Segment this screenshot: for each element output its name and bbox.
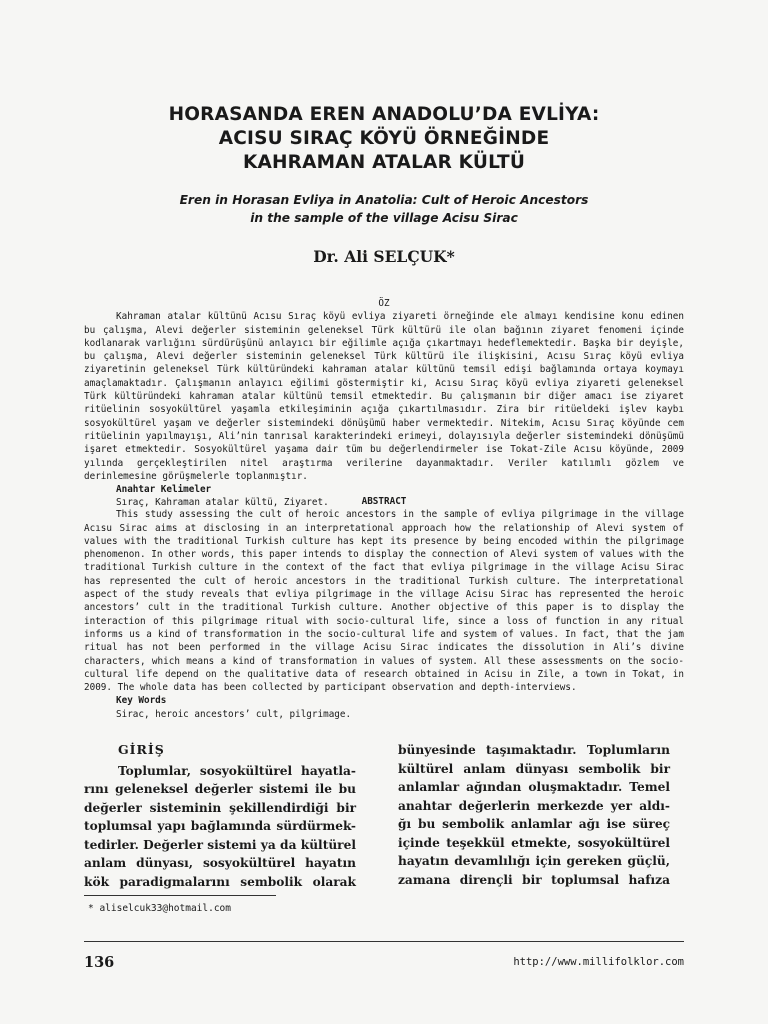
english-abstract (84, 495, 684, 721)
body-line: anahtar değerlerin merkezde yer aldı- (398, 798, 670, 813)
body-line: içinde teşekkül etmekte, sosyokültürel (398, 835, 670, 850)
body-column-right (398, 741, 670, 889)
body-line: kültürel anlam dünyası sembolik bir (398, 761, 670, 776)
body-column-left (84, 741, 356, 891)
abstract-text: This study assessing the cult of heroic ancestors in the sample of evliya pilgrimage in the village Acısu Sirac aims at disclosing in an interpretational approach how the relationship of Alevi system of values with the traditional Turkish culture has kept its presence by being encoded within the pilgrimage phenomenon. In other words, this paper intends to display the connection of Alevi system of values with the traditional Turkish culture in the context of the fact that evliya pilgrimage in the village Acisu Sirac has represented the cult of heroic ancestors in the traditional Turkish culture. The interpretational aspect of the study reveals that evliya pilgrimage in the village Acisu Sirac has represented the heroic ancestors’ cult in the traditional Turkish culture. Another objective of this paper is to display the interaction of this pilgrimage ritual with socio-cultural life, since a loss of function in any ritual informs us a kind of transformation in the socio-cultural life and system of values. In fact, that the jam ritual has not been performed in the village Acisu Sirac indicates the dissolution in Ali’s divine characters, which means a kind of transformation in values of system. All these assessments on the socio-cultural life depend on the qualitative data of research obtained in Acisu in Zile, a town in Tokat, in 2009. The whole data has been collected by participant observation and depth-interviews. (84, 509, 684, 694)
page-number: 136 (84, 954, 115, 971)
section-heading: GİRİŞ (118, 742, 165, 757)
abstract-keywords-label: Key Words (116, 695, 167, 707)
article-subtitle (84, 191, 684, 227)
body-line: zamana dirençli bir toplumsal hafıza (398, 872, 670, 887)
footnote-divider (84, 895, 276, 896)
footer-divider (84, 941, 684, 942)
body-line: rını geleneksel değerler sistemi ile bu (84, 782, 356, 796)
body-line: anlamlar ağından oluşmaktadır. Temel (398, 780, 670, 794)
oz-text: Kahraman atalar kültünü Acısu Sıraç köyü evliya ziyareti örneğinde ele almayı kendisine konu edinen bu çalışma, Alevi değerler sisteminin geleneksel Türk kültürü ile olan bağının ziyaret fenomeni içinde kodlanarak varlığını sürdürüşünü anlayıcı bir eğilimle açığa çıkartmayı hedeflemektedir. Başka bir deyişle, bu çalışma, Alevi değerler sisteminin geleneksel Türk kültürü ile ilişkisini, Acısu Sıraç köyü evliya ziyaretinin geleneksel Türk kültüründeki kahraman atalar kültünü temsil edişi bağlamında ortaya koymayı amaçlamaktadır. Çalışmanın anlayıcı eğilimi göstermiştir ki, Acısu Sıraç köyü evliya ziyareti geleneksel Türk kültüründeki kahraman atalar kültünü temsil etmektedir. Bu çalışmanın bir diğer amacı ise ziyaret ritüelinin sosyokültürel yaşamla etkileşiminin açığa çıkartılmasıdır. Zira bir ritüeldeki işlev kaybı sosyokültürel yaşam ve değerler sistemindeki dönüşümü haber vermektedir. Nitekim, Acısu Sıraç köyünde cem ritüelinin yapılmayışı, Ali’nin tanrısal karakterindeki erimeyi, dolayısıyla değerler sistemindeki dönüşümü işaret etmektedir. Sosyokültürel yaşama dair tüm bu değerlendirmeler ise Tokat-Zile Acısu köyünde, 2009 yılında gerçekleştirilen nitel araştırma verilerine dayanmaktadır. Veriler katılımlı gözlem ve derinlemesine görüşmelerle toplanmıştır. (84, 311, 684, 482)
body-line: toplumsal yapı bağlamında sürdürmek- (84, 819, 356, 833)
turkish-abstract (84, 297, 684, 510)
body-line: bünyesinde taşımaktadır. Toplumların (398, 743, 670, 757)
title-line: HORASANDA EREN ANADOLU’DA EVLİYA: (168, 104, 600, 125)
body-line: tedirler. Değerler sistemi ya da kültürel (84, 837, 356, 852)
title-line: ACISU SIRAÇ KÖYÜ ÖRNEĞİNDE (218, 128, 550, 149)
subtitle-line: Eren in Horasan Evliya in Anatolia: Cult of Heroic Ancestors (179, 193, 589, 207)
oz-keywords: Sıraç, Kahraman atalar kültü, Ziyaret. (116, 497, 329, 509)
body-line: kök paradigmalarını sembolik olarak (84, 874, 356, 889)
oz-keywords-label: Anahtar Kelimeler (116, 484, 212, 496)
body-line: anlam dünyası, sosyokültürel hayatın (84, 856, 356, 870)
article-title (84, 103, 684, 175)
abstract-heading: ABSTRACT (361, 496, 407, 507)
title-line: KAHRAMAN ATALAR KÜLTÜ (242, 152, 526, 173)
site-url: http://www.millifolklor.com (513, 956, 684, 968)
abstract-keywords: Sirac, heroic ancestors’ cult, pilgrimage. (116, 708, 352, 720)
footnote: * aliselcuk33@hotmail.com (88, 903, 231, 914)
oz-heading: ÖZ (378, 298, 390, 309)
author-name: Dr. Ali SELÇUK* (313, 247, 455, 266)
body-line: Toplumlar, sosyokültürel hayatla- (118, 763, 356, 778)
subtitle-line: in the sample of the village Acisu Sirac (250, 211, 518, 225)
body-line: hayatın devamlılığı için gereken güçlü, (398, 854, 670, 868)
body-line: ğı bu sembolik anlamlar ağı ise süreç (398, 817, 670, 831)
body-line: değerler sisteminin şekillendirdiği bir (84, 800, 356, 815)
